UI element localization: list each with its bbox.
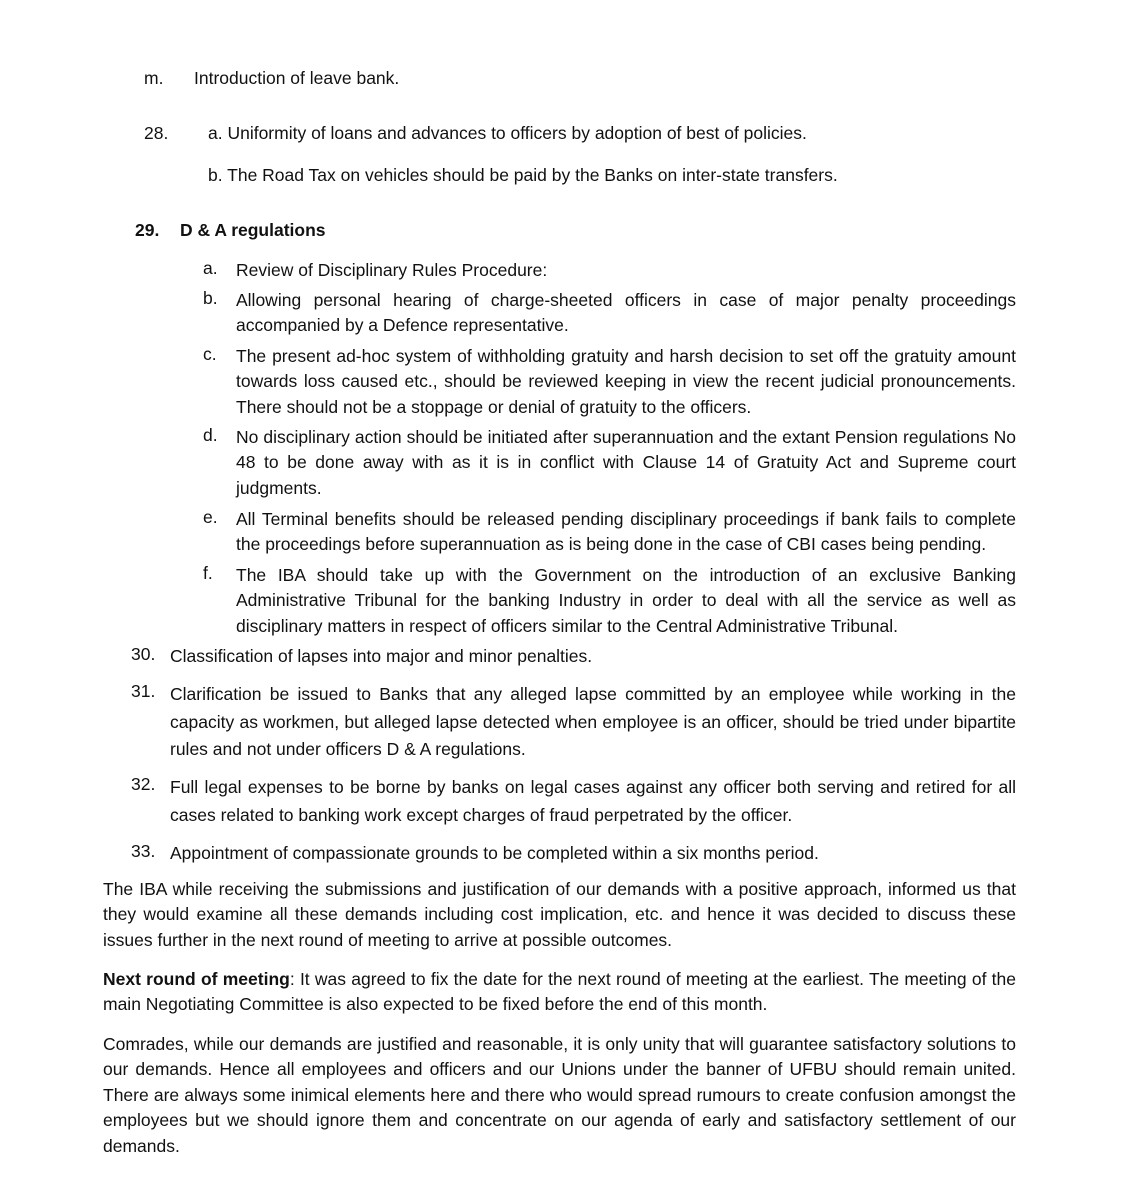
item-31-text: Clarification be issued to Banks that any alleged lapse committed by an employee while working in the capacity as workmen, but alleged lapse detected when employee is an officer, should be tried under bipartite rules and not under officers D & A regulations. xyxy=(170,684,1016,759)
subitem-b-label: b. xyxy=(203,288,218,308)
subitem-e-text: All Terminal benefits should be released pending disciplinary proceedings if bank fails to complete the proceedings before superannuation as is being done in the case of CBI cases being pending. xyxy=(236,509,1016,555)
item-m-text: Introduction of leave bank. xyxy=(194,68,400,88)
subitem-a-text: Review of Disciplinary Rules Procedure: xyxy=(236,260,548,280)
subitem-e-label: e. xyxy=(203,507,218,527)
item-33-text: Appointment of compassionate grounds to be completed within a six months period. xyxy=(170,843,819,863)
subitem-a-label: a. xyxy=(203,258,218,278)
item-28b-text: b. The Road Tax on vehicles should be paid by the Banks on inter-state transfers. xyxy=(208,165,838,185)
item-32-label: 32. xyxy=(131,774,156,794)
item-31-label: 31. xyxy=(131,681,156,701)
subitem-c-text: The present ad-hoc system of withholding gratuity and harsh decision to set off the gratuity amount towards loss caused etc., should be reviewed keeping in view the recent judicial pronouncements. There should not be a stoppage or denial of gratuity to the officers. xyxy=(236,346,1016,417)
subitem-d-text: No disciplinary action should be initiated after superannuation and the extant Pension regulations No 48 to be done away with as it is in conflict with Clause 14 of Gratuity Act and Supreme court judgments. xyxy=(236,427,1016,498)
subitem-b-text: Allowing personal hearing of charge-sheeted officers in case of major penalty proceedings accompanied by a Defence representative. xyxy=(236,290,1016,336)
item-32-text: Full legal expenses to be borne by banks on legal cases against any officer both serving and retired for all cases related to banking work except charges of fraud perpetrated by the officer. xyxy=(170,777,1016,825)
iba-paragraph: The IBA while receiving the submissions and justification of our demands with a positive approach, informed us that they would examine all these demands including cost implication, etc. and hence it was decided to discuss these issues further in the next round of meeting to arrive at possible outcomes. xyxy=(103,879,1016,950)
section-29-heading: D & A regulations xyxy=(180,220,326,240)
item-30-text: Classification of lapses into major and minor penalties. xyxy=(170,646,593,666)
item-28-label: 28. xyxy=(144,123,169,143)
item-m-label: m. xyxy=(144,68,164,88)
next-round-label: Next round of meeting xyxy=(103,969,290,989)
comrades-paragraph: Comrades, while our demands are justified and reasonable, it is only unity that will guarantee satisfactory solutions to our demands. Hence all employees and officers and our Unions under the banner of UFBU should remain united. There are always some inimical elements here and there who would spread rumours to create confusion amongst the employees but we should ignore them and concentrate on our agenda of early and satisfactory settlement of our demands. xyxy=(103,1034,1016,1156)
next-round-text: : It was agreed to fix the date for the next round of meeting at the earliest. The meeting of the main Negotiating Committee is also expected to be fixed before the end of this month. xyxy=(103,969,1017,1015)
subitem-c-label: c. xyxy=(203,344,217,364)
item-33-label: 33. xyxy=(131,841,156,861)
subitem-d-label: d. xyxy=(203,425,218,445)
next-round-paragraph xyxy=(103,967,1016,1018)
subitem-f-label: f. xyxy=(203,563,213,583)
item-28a-text: a. Uniformity of loans and advances to officers by adoption of best of policies. xyxy=(208,123,807,143)
section-29-number: 29. xyxy=(135,220,160,240)
subitem-f-text: The IBA should take up with the Government on the introduction of an exclusive Banking Administrative Tribunal for the banking Industry in order to deal with all the service as well as disciplinary matters in respect of officers similar to the Central Administrative Tribunal. xyxy=(236,565,1016,636)
item-30-label: 30. xyxy=(131,644,156,664)
